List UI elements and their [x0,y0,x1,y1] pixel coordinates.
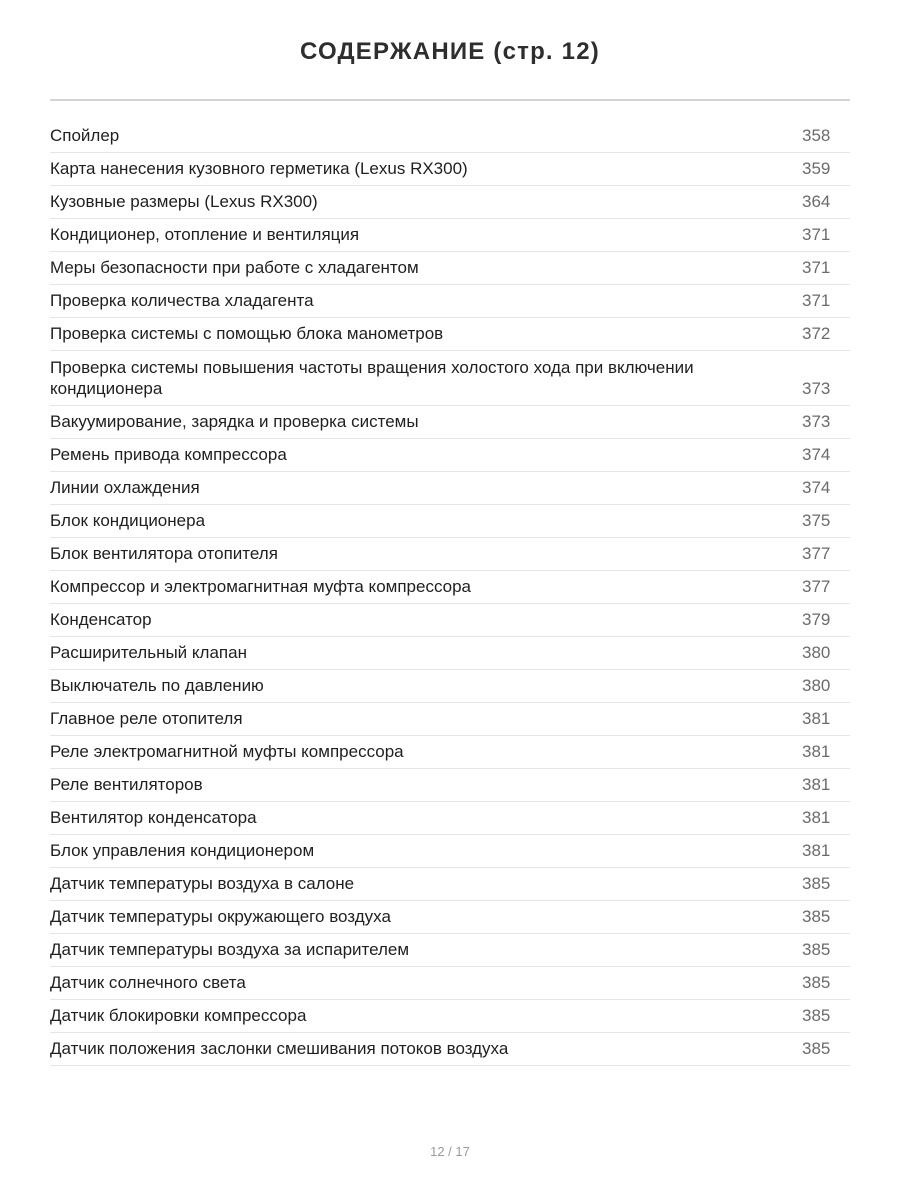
toc-entry[interactable] [50,439,850,472]
toc-entry-title: Проверка количества хладагента [50,291,314,310]
toc-entry-title: Меры безопасности при работе с хладагентом [50,258,419,277]
toc-entry-title: Проверка системы с помощью блока манометров [50,324,444,343]
toc-entry-page: 374 [802,478,831,497]
toc-entry-page: 385 [802,907,831,926]
toc-entry-page: 381 [802,775,831,794]
toc-entry-page: 373 [802,379,831,398]
toc-entry[interactable] [50,868,850,901]
toc-entry[interactable] [50,285,850,318]
toc-entry-title: Реле электромагнитной муфты компрессора [50,742,404,761]
toc-entry-title: Датчик положения заслонки смешивания потоков воздуха [50,1039,509,1058]
toc-entry[interactable] [50,153,850,186]
toc-entry-page: 381 [802,742,831,761]
toc-entry-title: Датчик температуры воздуха за испарителем [50,940,410,959]
toc-entry-title: Кондиционер, отопление и вентиляция [50,225,360,244]
toc-entry[interactable] [50,252,850,285]
toc-entry-page: 381 [802,709,831,728]
toc-entry-title: Кузовные размеры (Lexus RX300) [50,192,318,211]
toc-entry-title: Компрессор и электромагнитная муфта компрессора [50,577,471,596]
toc-entry-title: Датчик температуры окружающего воздуха [50,907,391,926]
toc-entry-page: 385 [802,1006,831,1025]
toc-entry-title: Ремень привода компрессора [50,445,287,464]
toc-entry-page: 381 [802,841,831,860]
toc-entry-page: 379 [802,610,831,629]
toc-entry-page: 364 [802,192,831,211]
toc-entry-title: Проверка системы повышения частоты вращения холостого хода при включении кондиционера [50,358,694,398]
toc-entry-page: 372 [802,324,831,343]
toc-entry-title: Главное реле отопителя [50,709,243,728]
toc-entry-title: Расширительный клапан [50,643,247,662]
toc-entry-title: Блок управления кондиционером [50,841,315,860]
toc-entry-title: Вентилятор конденсатора [50,808,257,827]
toc-entry-page: 371 [802,225,831,244]
toc-entry-page: 371 [802,291,831,310]
toc-entry-page: 385 [802,874,831,893]
toc-entry-title: Датчик блокировки компрессора [50,1006,307,1025]
toc-entry-title: Конденсатор [50,610,152,629]
toc-entry[interactable] [50,571,850,604]
toc-entry[interactable] [50,219,850,252]
toc-entry[interactable] [50,406,850,439]
toc-entry-page: 380 [802,676,831,695]
toc-entry-page: 385 [802,973,831,992]
toc-entry[interactable] [50,472,850,505]
toc-entry[interactable] [50,351,850,406]
toc-entry-page: 381 [802,808,831,827]
toc-entry[interactable] [50,934,850,967]
toc-entry-title: Карта нанесения кузовного герметика (Lexus RX300) [50,159,468,178]
toc-entry-title: Реле вентиляторов [50,775,203,794]
toc-entry-title: Блок кондиционера [50,511,206,530]
page-number: 12 / 17 [430,1144,470,1159]
toc-entry[interactable] [50,835,850,868]
toc-entry-title: Датчик температуры воздуха в салоне [50,874,355,893]
toc-entry[interactable] [50,703,850,736]
toc-entry-page: 375 [802,511,831,530]
toc-entry[interactable] [50,769,850,802]
toc-entry[interactable] [50,186,850,219]
toc-entry-page: 373 [802,412,831,431]
toc-entry-page: 374 [802,445,831,464]
toc-entry[interactable] [50,538,850,571]
toc-entry-title: Датчик солнечного света [50,973,246,992]
toc-entry[interactable] [50,1033,850,1066]
toc-entry-title: Спойлер [50,126,120,145]
toc-entry-page: 358 [802,126,831,145]
toc-entry-title: Выключатель по давлению [50,676,264,695]
toc-entry-page: 385 [802,1039,831,1058]
toc-entry[interactable] [50,967,850,1000]
toc-entry[interactable] [50,120,850,153]
toc-entry[interactable] [50,505,850,538]
toc-entry[interactable] [50,736,850,769]
toc-entry-page: 385 [802,940,831,959]
toc-entry-page: 371 [802,258,831,277]
toc-entry-page: 359 [802,159,831,178]
toc-entry-page: 377 [802,544,831,563]
toc-entry[interactable] [50,802,850,835]
page-title: СОДЕРЖАНИЕ (стр. 12) [300,38,600,65]
toc-entry[interactable] [50,637,850,670]
title-divider [50,99,850,101]
toc-entry[interactable] [50,1000,850,1033]
toc-list [50,120,850,1066]
toc-entry-title: Вакуумирование, зарядка и проверка системы [50,412,419,431]
toc-entry-page: 380 [802,643,831,662]
toc-entry-title: Линии охлаждения [50,478,200,497]
toc-entry-title: Блок вентилятора отопителя [50,544,278,563]
toc-entry[interactable] [50,670,850,703]
toc-entry[interactable] [50,901,850,934]
toc-entry[interactable] [50,318,850,351]
toc-entry-page: 377 [802,577,831,596]
toc-entry[interactable] [50,604,850,637]
